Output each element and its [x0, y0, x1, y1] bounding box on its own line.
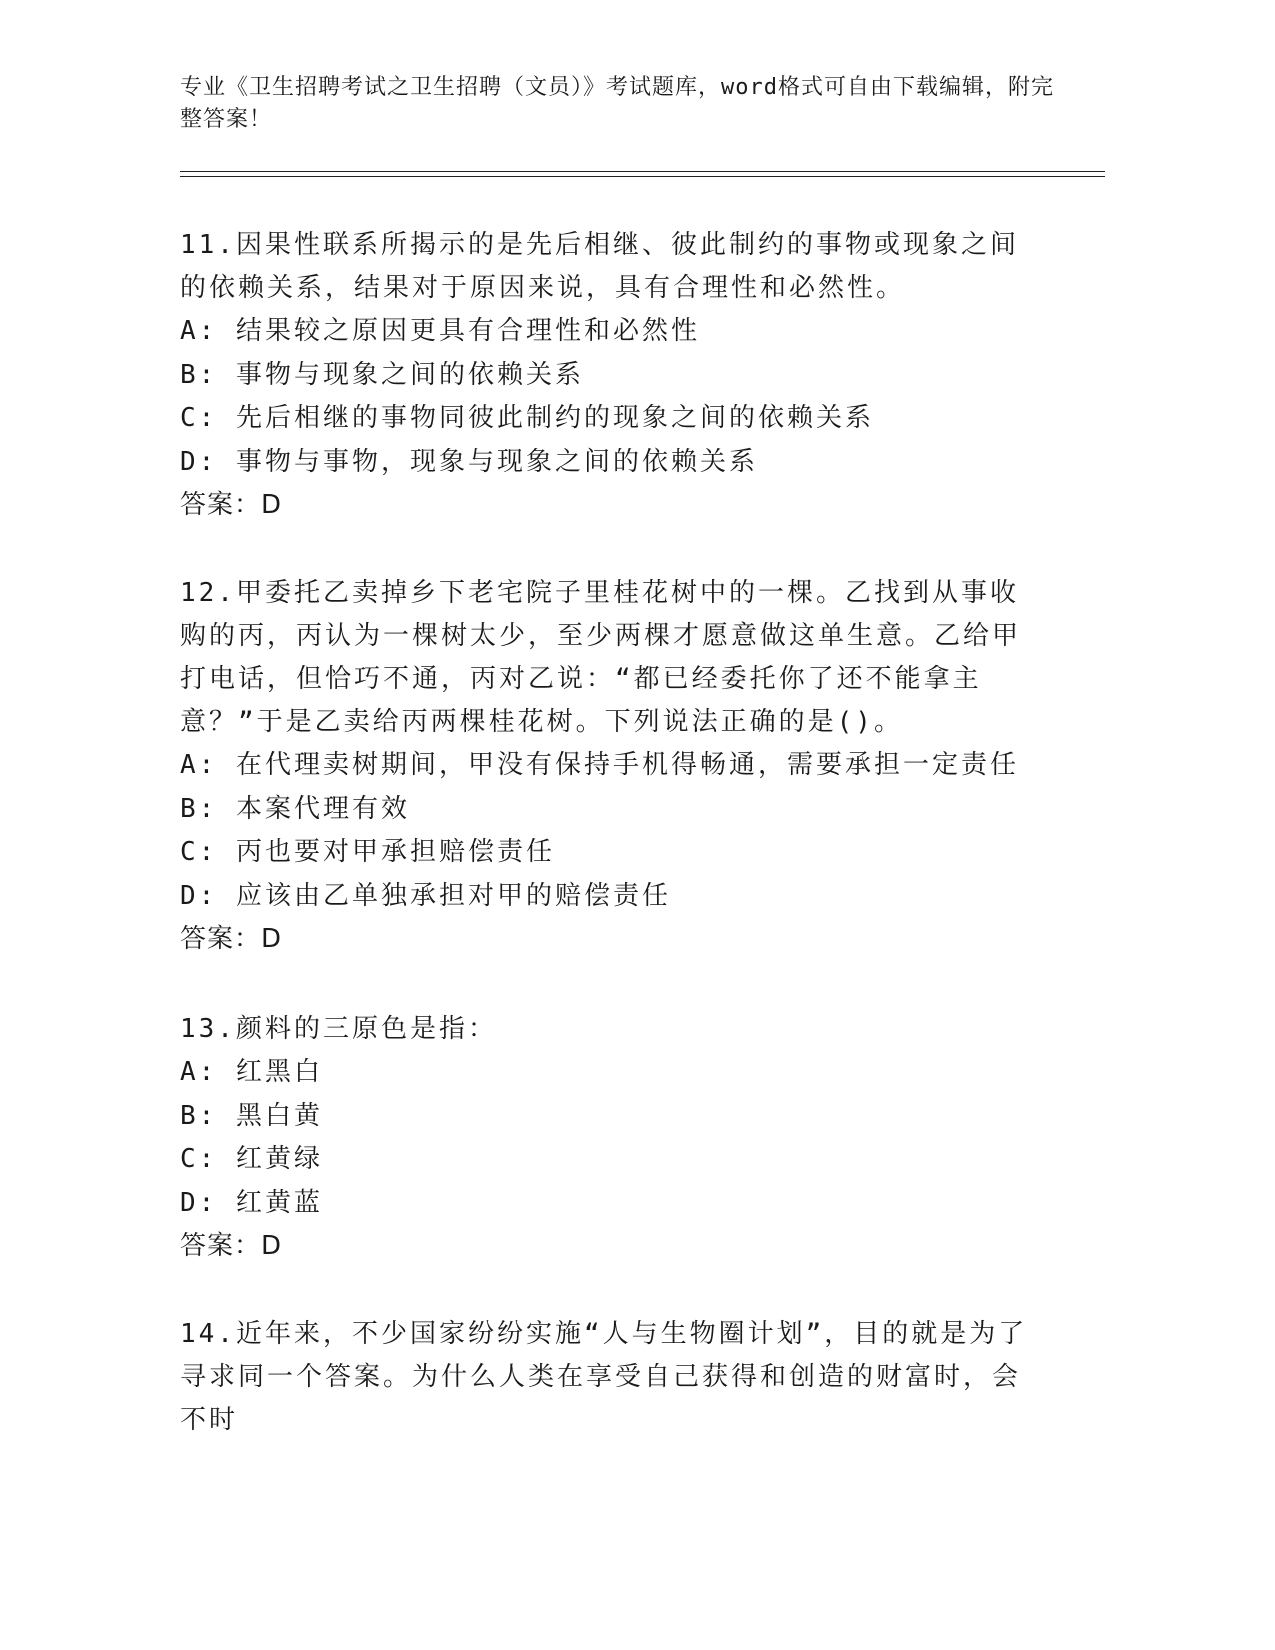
- question-11: [180, 224, 1040, 527]
- option-a: A: 在代理卖树期间，甲没有保持手机得畅通，需要承担一定责任: [180, 750, 1019, 780]
- option-c: C: 红黄绿: [180, 1144, 323, 1174]
- option-c: C: 先后相继的事物同彼此制约的现象之间的依赖关系: [180, 403, 874, 433]
- option-d: D: 红黄蓝: [180, 1187, 323, 1218]
- option-a: A: 结果较之原因更具有合理性和必然性: [180, 316, 700, 346]
- option-b: B: 事物与现象之间的依赖关系: [180, 359, 584, 390]
- option-a: A: 红黑白: [180, 1057, 323, 1087]
- header-divider-top: [180, 171, 1105, 172]
- option-b: B: 黑白黄: [180, 1100, 323, 1131]
- question-12: [180, 572, 1040, 961]
- question-13: [180, 1008, 1040, 1268]
- question-stem: 12.甲委托乙卖掉乡下老宅院子里桂花树中的一棵。乙找到从事收购的丙，丙认为一棵树太少，至少两棵才愿意做这单生意。乙给甲打电话，但恰巧不通，丙对乙说：“都已经委托你了还不能拿主意？”于是乙卖给丙两棵桂花树。下列说法正确的是()。: [180, 578, 1022, 737]
- option-b: B: 本案代理有效: [180, 793, 410, 824]
- question-14: [180, 1313, 1040, 1442]
- document-header: 专业《卫生招聘考试之卫生招聘（文员）》考试题库，word格式可自由下载编辑，附完整答案！: [180, 75, 1054, 132]
- answer: 答案：D: [180, 924, 283, 954]
- answer: 答案：D: [180, 490, 283, 520]
- answer: 答案：D: [180, 1231, 283, 1261]
- option-c: C: 丙也要对甲承担赔偿责任: [180, 837, 555, 867]
- question-stem: 14.近年来，不少国家纷纷实施“人与生物圈计划”，目的就是为了寻求同一个答案。为什么人类在享受自己获得和创造的财富时，会不时: [180, 1319, 1028, 1435]
- option-d: D: 应该由乙单独承担对甲的赔偿责任: [180, 880, 671, 911]
- question-stem: 13.颜料的三原色是指：: [180, 1014, 497, 1044]
- question-stem: 11.因果性联系所揭示的是先后相继、彼此制约的事物或现象之间的依赖关系，结果对于原因来说，具有合理性和必然性。: [180, 230, 1019, 303]
- header-divider-bottom: [180, 176, 1105, 177]
- option-d: D: 事物与事物，现象与现象之间的依赖关系: [180, 446, 758, 477]
